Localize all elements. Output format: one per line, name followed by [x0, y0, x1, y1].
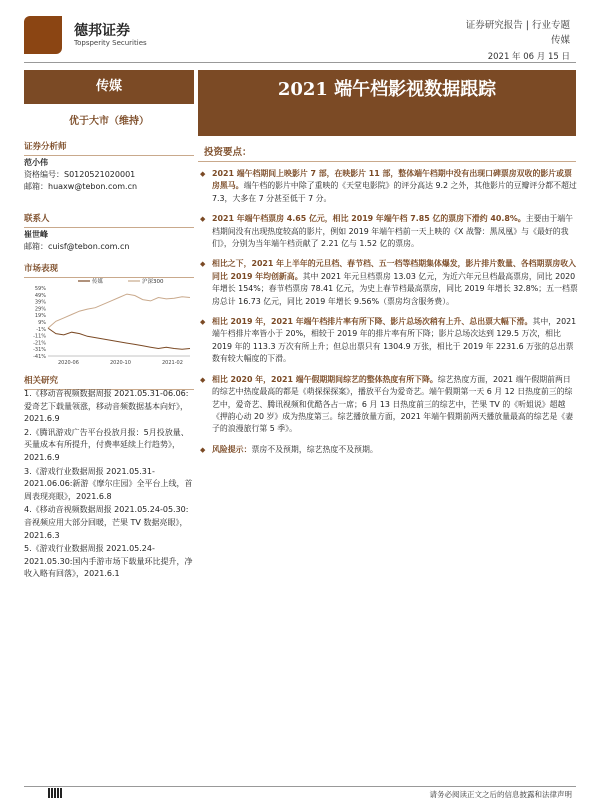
analyst-info — [24, 157, 194, 193]
x-tick-label: 2020-06 — [58, 360, 79, 366]
analyst-cert: 资格编号：S0120521020001 — [24, 170, 136, 179]
legend-label: 沪深300 — [142, 279, 164, 285]
key-point-text: 综艺热度方面，2021 端午假期前两日的综艺中热度最高的都是《萌探探探案》，播放平台为爱奇艺。端午假期第一天 6 月 12 日热度前三的综艺中，爱奇艺、腾讯视频和优酷各占一席；6 月 13 日热度前三的综艺中，芒果 TV 的《听姐说》超越《押韵心动 20 岁》成为热度第三。综艺播放量方面，2021 年端午假期前两天播放量最高的综艺是《妻子的浪漫旅行第 5 季》。 — [212, 374, 574, 434]
related-research-item[interactable]: 2.《腾讯游戏广告平台投放月报：5月投放量、买量成本有所提升，付费率延续上行趋势》，2021.6.9 — [24, 427, 189, 462]
related-research-heading: 相关研究 — [24, 374, 194, 390]
industry-tag: 传媒 — [550, 35, 570, 46]
key-point-highlight: 相比 2019 年，2021 年端午档排片率有所下降、影片总场次稍有上升、总出票大幅下滑。 — [212, 317, 533, 327]
rating: 优于大市（维持） — [69, 116, 149, 127]
footer-disclaimer: 请务必阅读正文之后的信息披露和法律声明 — [429, 790, 572, 799]
related-research-list — [24, 388, 194, 582]
market-heading: 市场表现 — [24, 262, 194, 278]
analyst-heading: 证券分析师 — [24, 140, 194, 156]
y-tick-label: -41% — [33, 354, 46, 360]
key-point-text: 其中 2021 年元旦档票房 13.03 亿元，为近六年元旦档最高票房，同比 2020 年增长 154%；春节档票房 78.41 亿元，为史上春节档最高票房，同比 2019 年增长 32.8%；五一档票房总计 16.73 亿元，同比 2019 年增长 9.56%（票房均含服务费）。 — [212, 271, 578, 306]
related-research-item[interactable]: 5.《游戏行业数据周报 2021.05.24-2021.05.30:国内手游市场下载量环比提升，净收入略有回落》，2021.6.1 — [24, 544, 193, 579]
risk-warning — [198, 444, 578, 456]
y-tick-label: -21% — [33, 340, 46, 347]
sector-banner: 传媒 — [24, 70, 194, 104]
series-line — [48, 294, 190, 328]
y-tick-label: 39% — [34, 299, 46, 306]
related-research-item[interactable]: 3.《游戏行业数据周报 2021.05.31-2021.06.06:新游《摩尔庄园》全平台上线，首周表现亮眼》，2021.6.8 — [24, 466, 193, 501]
y-tick-label: -1% — [36, 326, 46, 333]
y-tick-label: 19% — [34, 313, 46, 320]
related-research-item[interactable]: 4.《移动音视频数据周报 2021.05.24-05.30:音视频应用大部分回暖，芒果 TV 数据亮眼》，2021.6.3 — [24, 505, 189, 540]
contact-heading: 联系人 — [24, 212, 194, 228]
x-tick-label: 2020-10 — [110, 360, 131, 366]
contact-name: 崔世峰 — [24, 230, 48, 239]
report-title: 2021 端午档影视数据跟踪 — [198, 70, 576, 136]
y-tick-label: -11% — [33, 333, 46, 340]
logo-text-cn: 德邦证券 — [74, 23, 130, 39]
y-tick-label: 29% — [34, 306, 46, 313]
analyst-email[interactable]: 邮箱：huaxw@tebon.com.cn — [24, 182, 138, 191]
qr-code-icon — [48, 788, 62, 798]
related-research-item[interactable]: 1.《移动音视频数据周报 2021.05.31-06.06:爱奇艺下载量领涨，移动音频数据基本向好》，2021.6.9 — [24, 389, 189, 424]
key-point — [198, 316, 578, 366]
market-performance-chart — [24, 276, 194, 368]
key-point-highlight: 2021 端午档期间上映影片 7 部，在映影片 11 部，整体端午档期中没有出现口碑票房双收的影片或票房黑马。 — [212, 169, 572, 191]
key-point-text: 其中，2021 端午档排片率皆小于 20%，相较于 2019 年的排片率有所下降；影片总场次达到 129.5 万次，相比 2019 年的 113.3 万次有所上升；但总出票只有 1304.9 万张，相比于 2019 年 2231.6 万张的总出票数有较大幅度的下滑。 — [212, 317, 577, 364]
key-point-highlight: 2021 年端午档票房 4.65 亿元，相比 2019 年端午档 7.85 亿的票房下滑约 40.8%。 — [212, 214, 526, 224]
key-point-text: 主要由于端午档期间没有出现热度较高的影片，例如 2019 年端午档前一天上映的《X 战警：黑凤凰》与《最好的我们》，分别为当年端午档贡献了 2.21 亿与 1.52 亿的票房。 — [212, 214, 574, 249]
header-divider — [24, 62, 576, 63]
key-points-body — [198, 168, 578, 464]
logo-text-en: Topsperity Securities — [74, 39, 147, 47]
series-line — [48, 328, 190, 349]
report-type: 证券研究报告 | 行业专题 — [465, 20, 570, 31]
logo-mark-icon — [24, 16, 62, 54]
legend-label: 传媒 — [92, 279, 104, 285]
footer-divider — [24, 786, 576, 787]
y-tick-label: -31% — [33, 347, 46, 354]
contact-info — [24, 229, 194, 253]
contact-email[interactable]: 邮箱：cuisf@tebon.com.cn — [24, 242, 130, 251]
report-meta — [466, 18, 570, 48]
key-point — [198, 374, 578, 436]
report-date: 2021 年 06 月 15 日 — [487, 52, 570, 62]
key-point — [198, 213, 578, 250]
y-tick-label: 9% — [38, 320, 46, 326]
y-tick-label: 49% — [34, 292, 46, 299]
key-points-heading: 投资要点： — [198, 144, 576, 162]
key-point-text: 端午档的影片中除了重映的《天堂电影院》的评分高达 9.2 之外，其他影片的豆瓣评分都不超过 7.3，大多在 7 分甚至低于 7 分。 — [212, 181, 577, 203]
analyst-name: 范小伟 — [24, 158, 48, 167]
key-point — [198, 258, 578, 308]
key-point — [198, 168, 578, 205]
risk-warning-text: 票房不及预期，综艺热度不及预期。 — [251, 444, 378, 454]
y-tick-label: 59% — [34, 286, 46, 292]
key-point-highlight: 相比 2020 年，2021 端午假期期间综艺的整体热度有所下降。 — [212, 374, 438, 384]
brand-logo — [24, 16, 164, 56]
key-point-highlight: 相比之下，2021 年上半年的元旦档、春节档、五一档等档期集体爆发，影片排片数量、各档期票房收入同比 2019 年均创新高。 — [212, 259, 577, 281]
x-tick-label: 2021-02 — [162, 360, 183, 366]
risk-warning-label: 风险提示： — [212, 444, 252, 454]
